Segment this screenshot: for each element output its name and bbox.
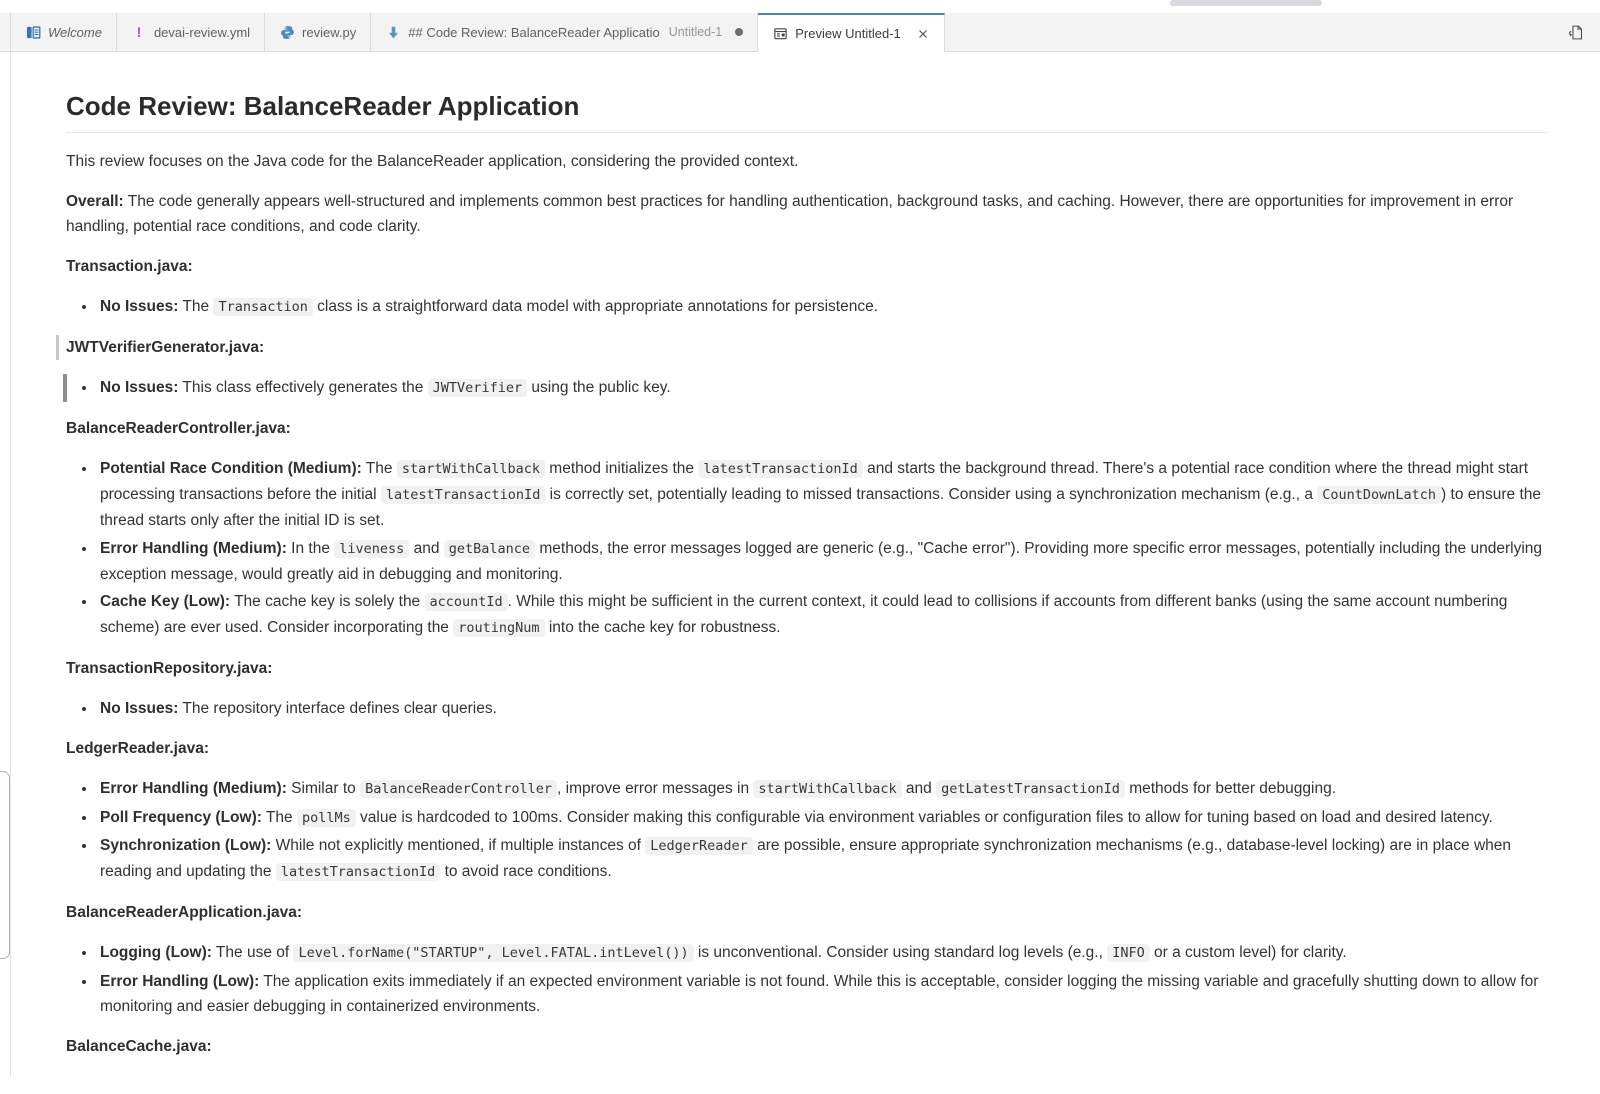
inline-code: startWithCallback xyxy=(753,780,901,798)
list-item: • Cache Key (Low): The cache key is solely the accountId . While this might be sufficient in the current context, it could lead to collisions if accounts from different banks (using the same account numbering scheme) are ever used. Consider incorporating the routingNum into the cache key for robustness. xyxy=(97,589,1548,641)
bold-text: Synchronization (Low): xyxy=(100,837,272,854)
inline-code: liveness xyxy=(334,540,409,558)
inline-code: startWithCallback xyxy=(397,460,545,478)
inline-code: latestTransactionId xyxy=(381,486,545,504)
list-item: • Error Handling (Medium): In the liveness and getBalance methods, the error messages logged are generic (e.g., "Cache error"). Providing more specific error messages, potentially including the underlying exception message, would greatly aid in debugging and monitoring. xyxy=(97,536,1548,587)
tab-bar-actions xyxy=(1567,13,1600,51)
inline-code: routingNum xyxy=(453,619,544,637)
tab-label: Welcome xyxy=(48,24,102,40)
python-icon xyxy=(279,25,295,40)
tab-label: review.py xyxy=(302,24,357,40)
list-item: • Potential Race Condition (Medium): The startWithCallback method initializes the latestTransactionId and starts the background thread. There's a potential race condition where the thread might start processing transactions before the initial latestTransactionId is correctly set, potentially leading to missed transactions. Consider using a synchronization mechanism (e.g., a CountDownLatch ) to ensure the thread starts only after the initial ID is set. xyxy=(97,456,1548,533)
yaml-icon: ! xyxy=(136,24,142,40)
paragraph xyxy=(66,656,1548,681)
bold-text: Error Handling (Low): xyxy=(100,972,260,990)
list-item: • Logging (Low): The use of Level.forName("STARTUP", Level.FATAL.intLevel()) is unconventional. Consider using standard log levels (e.g., INFO or a custom level) for clarity. xyxy=(97,940,1548,966)
bold-text: No Issues: xyxy=(100,700,179,717)
bold-text: Cache Key (Low): xyxy=(100,593,231,610)
bold-text: BalanceReaderApplication.java: xyxy=(66,904,303,921)
inline-code: LedgerReader xyxy=(645,837,753,855)
bold-text: LedgerReader.java: xyxy=(66,740,210,757)
list-item: • Poll Frequency (Low): The pollMs value is hardcoded to 100ms. Consider making this configurable via environment variables or configuration files to allow for tuning based on load and desired latency. xyxy=(97,805,1548,831)
tab-secondary-label: Untitled-1 xyxy=(668,25,723,39)
inline-code: BalanceReaderController xyxy=(360,780,557,798)
paragraph: This review focuses on the Java code for the BalanceReader application, considering the provided context. xyxy=(66,153,799,170)
paragraph: Overall: The code generally appears well-structured and implements common best practices for handling authentication, background tasks, and caching. However, there are opportunities for improvement in error handling, potential race conditions, and code clarity. xyxy=(66,193,1514,235)
welcome-icon xyxy=(25,25,41,40)
bold-text: No Issues: xyxy=(100,379,179,396)
bold-text: No Issues: xyxy=(100,298,179,315)
list-item: • No Issues: The repository interface defines clear queries. xyxy=(97,696,1548,721)
inline-code: INFO xyxy=(1107,944,1150,962)
paragraph xyxy=(66,335,1548,360)
tab-label: devai-review.yml xyxy=(153,24,251,40)
split-editor-icon[interactable] xyxy=(1567,23,1584,42)
bullet-list xyxy=(66,776,1548,885)
tab-devai-review-yml[interactable] xyxy=(117,13,265,51)
inline-code: pollMs xyxy=(297,809,356,827)
bold-text: JWTVerifierGenerator.java: xyxy=(66,339,265,356)
inline-code: CountDownLatch xyxy=(1317,486,1441,504)
bold-text: BalanceReaderController.java: xyxy=(66,420,291,437)
tab-label: Preview Untitled-1 xyxy=(795,26,901,41)
bullet-list xyxy=(66,940,1548,1019)
bold-text: Logging (Low): xyxy=(100,944,212,961)
bold-text: Overall: xyxy=(66,193,124,210)
bold-text: Poll Frequency (Low): xyxy=(100,808,262,826)
list-item: • Synchronization (Low): While not explicitly mentioned, if multiple instances of LedgerReader are possible, ensure appropriate synchronization mechanisms (e.g., database-level locking) are in place when reading and updating the latestTransactionId to avoid race conditions. xyxy=(97,833,1548,885)
list-item: • Error Handling (Medium): Similar to BalanceReaderController , improve error messages in startWithCallback and getLatestTransactionId methods for better debugging. xyxy=(97,776,1548,802)
bold-text: Error Handling (Medium): xyxy=(100,539,287,557)
window-top-strip xyxy=(0,0,1600,13)
paragraph xyxy=(66,1034,1548,1059)
bold-text: TransactionRepository.java: xyxy=(66,660,273,677)
tab-list xyxy=(10,13,945,51)
markdown-preview-pane xyxy=(0,52,1600,1077)
preview-icon xyxy=(772,26,788,41)
inline-code: Level.forName("STARTUP", Level.FATAL.intLevel()) xyxy=(293,944,693,962)
left-scrollbar-thumb[interactable] xyxy=(0,771,10,959)
paragraph xyxy=(66,736,1548,761)
document-body xyxy=(66,149,1548,1059)
bullet-list xyxy=(66,294,1548,320)
list-item: • No Issues: This class effectively generates the JWTVerifier using the public key. xyxy=(97,375,1548,401)
tab-review-py[interactable] xyxy=(265,13,371,51)
inline-code: JWTVerifier xyxy=(428,379,527,397)
bullet-list xyxy=(66,696,1548,721)
bullet-list xyxy=(66,375,1548,401)
tab-welcome[interactable] xyxy=(10,13,117,51)
bold-text: Error Handling (Medium): xyxy=(100,780,287,797)
inline-code: Transaction xyxy=(213,298,312,316)
editor-group-divider xyxy=(10,52,11,1077)
paragraph xyxy=(66,254,1548,279)
bullet-list xyxy=(66,456,1548,641)
editor-tab-bar xyxy=(0,13,1600,52)
top-scrollbar-thumb[interactable] xyxy=(1170,0,1322,6)
inline-code: accountId xyxy=(425,593,508,611)
bold-text: Potential Race Condition (Medium): xyxy=(100,460,362,477)
inline-code: getBalance xyxy=(444,540,535,558)
list-item: • Error Handling (Low): The application exits immediately if an expected environment variable is not found. While this is acceptable, consider logging the missing variable and gracefully shutting down to allow for monitoring and easier debugging in containerized environments. xyxy=(97,969,1548,1019)
tab-preview-untitled-1[interactable] xyxy=(758,13,945,52)
inline-code: getLatestTransactionId xyxy=(936,780,1125,798)
tab-code-review-untitled[interactable] xyxy=(371,13,758,51)
close-icon[interactable] xyxy=(916,27,930,41)
page-title: Code Review: BalanceReader Application xyxy=(66,90,1548,133)
paragraph xyxy=(66,900,1548,925)
paragraph xyxy=(66,416,1548,441)
tab-label: ## Code Review: BalanceReader Applicatio xyxy=(408,24,660,40)
list-item: • No Issues: The Transaction class is a straightforward data model with appropriate annotations for persistence. xyxy=(97,294,1548,320)
dirty-indicator[interactable] xyxy=(735,28,743,36)
markdown-icon xyxy=(385,25,401,40)
markdown-preview-content xyxy=(0,52,1600,1094)
inline-code: latestTransactionId xyxy=(276,863,440,881)
bold-text: BalanceCache.java: xyxy=(66,1037,212,1055)
inline-code: latestTransactionId xyxy=(698,460,862,478)
bold-text: Transaction.java: xyxy=(66,258,193,275)
